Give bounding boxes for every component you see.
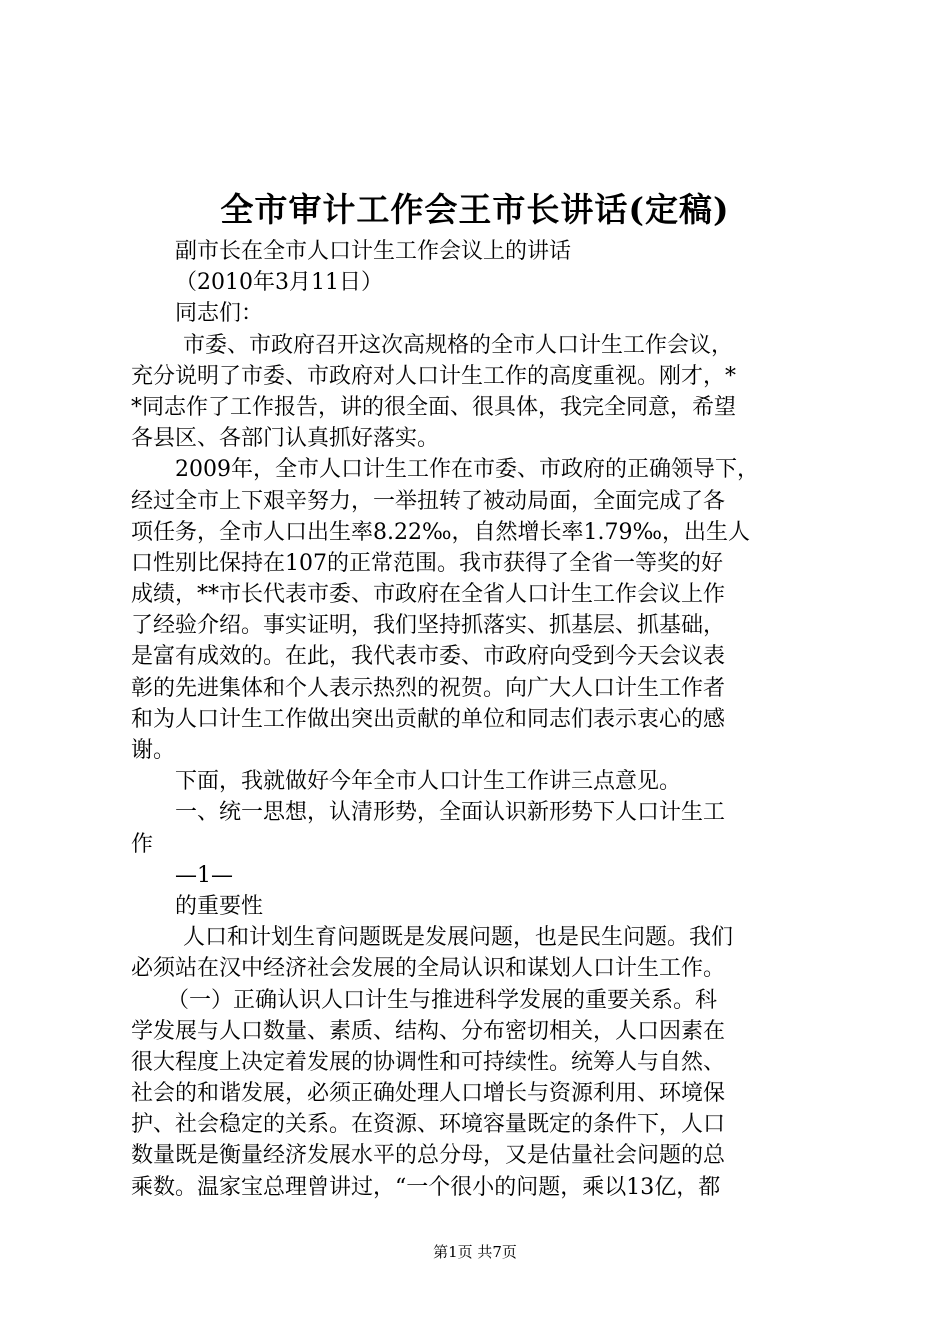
section-heading-line: 一、统一思想，认清形势，全面认识新形势下人口计生工 — [175, 800, 726, 826]
paragraph-line: 是富有成效的。在此，我代表市委、市政府向受到今天会议表 — [131, 644, 726, 670]
paragraph-line: 学发展与人口数量、素质、结构、分布密切相关，人口因素在 — [131, 1018, 726, 1044]
paragraph-line: 2009年，全市人口计生工作在市委、市政府的正确领导下， — [175, 457, 759, 483]
paragraph-line: 各县区、各部门认真抓好落实。 — [131, 426, 440, 452]
paragraph-line: 谢。 — [131, 738, 176, 763]
paragraph-line: 社会的和谐发展，必须正确处理人口增长与资源利用、环境保 — [131, 1081, 726, 1107]
paragraph-line: 人口和计划生育问题既是发展问题，也是民生问题。我们 — [183, 925, 734, 951]
page-footer: 第1页 共7页 — [433, 1243, 517, 1261]
date-line: （2010年3月11日） — [175, 270, 383, 296]
document-title: 全市审计工作会王市长讲话(定稿) — [220, 190, 730, 229]
paragraph-line: 和为人口计生工作做出突出贡献的单位和同志们表示衷心的感 — [131, 706, 726, 732]
paragraph-line: 下面，我就做好今年全市人口计生工作讲三点意见。 — [175, 769, 682, 795]
paragraph-line: 口性别比保持在107的正常范围。我市获得了全省一等奖的好 — [131, 550, 723, 576]
paragraph-line: 彰的先进集体和个人表示热烈的祝贺。向广大人口计生工作者 — [131, 675, 726, 701]
paragraph-line: 市委、市政府召开这次高规格的全市人口计生工作会议， — [183, 332, 734, 358]
paragraph-line: 必须站在汉中经济社会发展的全局认识和谋划人口计生工作。 — [131, 956, 726, 982]
paragraph-line: 经过全市上下艰辛努力，一举扭转了被动局面，全面完成了各 — [131, 488, 726, 514]
page-number-marker: —1— — [175, 862, 233, 888]
document-body — [131, 236, 831, 1203]
paragraph-line: 成绩，**市长代表市委、市政府在全省人口计生工作会议上作 — [131, 582, 726, 608]
paragraph-line: 数量既是衡量经济发展水平的总分母，又是估量社会问题的总 — [131, 1143, 726, 1169]
subtitle-line: 副市长在全市人口计生工作会议上的讲话 — [175, 239, 572, 264]
paragraph-line: 项任务，全市人口出生率8.22‰，自然增长率1.79‰，出生人 — [131, 519, 751, 545]
paragraph-line: （一）正确认识人口计生与推进科学发展的重要关系。科 — [167, 987, 718, 1013]
paragraph-line: 了经验介绍。事实证明，我们坚持抓落实、抓基层、抓基础， — [131, 613, 726, 639]
section-heading-line: 的重要性 — [175, 893, 264, 919]
paragraph-line: 充分说明了市委、市政府对人口计生工作的高度重视。刚才，* — [131, 363, 737, 389]
paragraph-line: 很大程度上决定着发展的协调性和可持续性。统筹人与自然、 — [131, 1049, 726, 1075]
paragraph-line: 乘数。温家宝总理曾讲过，“一个很小的问题，乘以13亿，都 — [131, 1174, 721, 1200]
salutation-line: 同志们： — [175, 301, 264, 327]
paragraph-line: 护、社会稳定的关系。在资源、环境容量既定的条件下，人口 — [131, 1112, 726, 1138]
paragraph-line: *同志作了工作报告，讲的很全面、很具体，我完全同意，希望 — [131, 394, 737, 420]
section-heading-line: 作 — [131, 831, 154, 857]
